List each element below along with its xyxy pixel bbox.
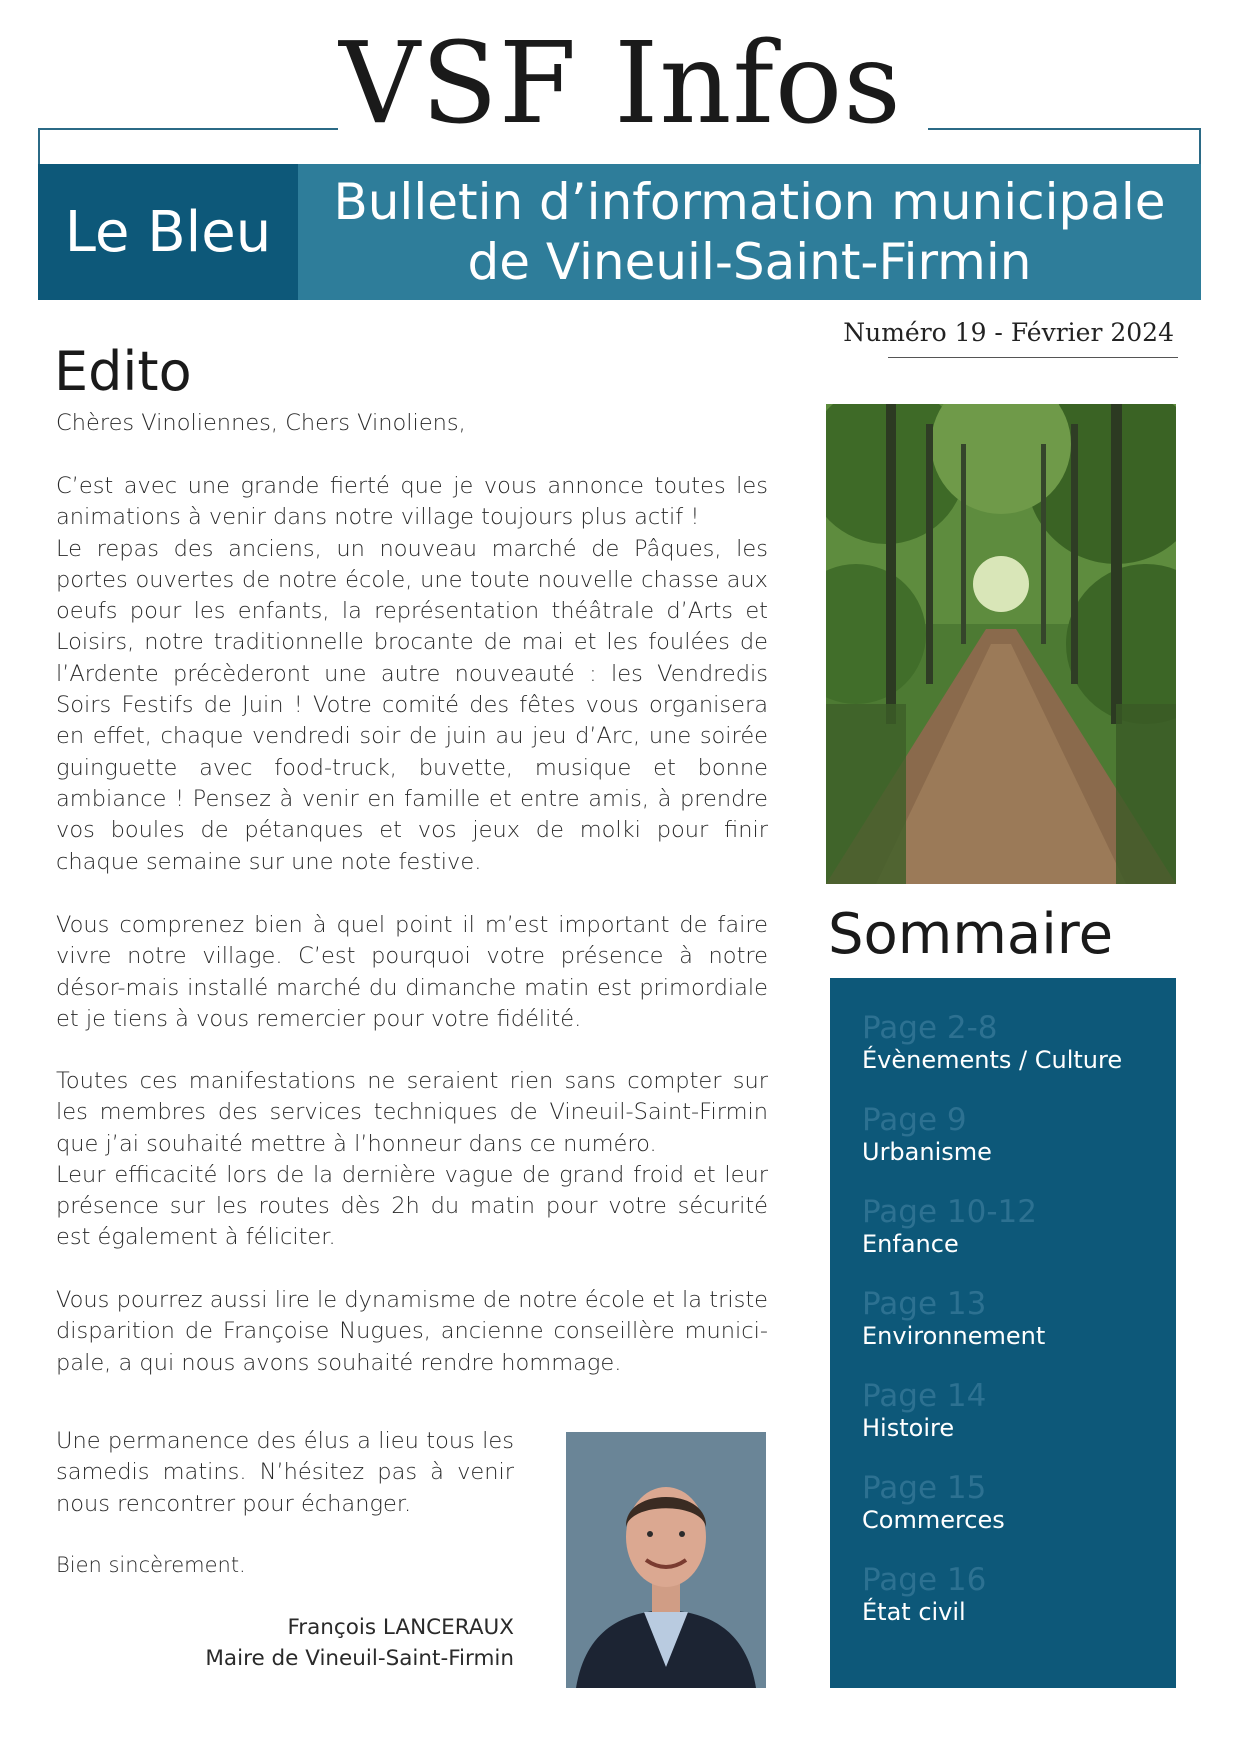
sommaire-item (862, 1286, 1162, 1350)
sommaire-label: Environnement (862, 1322, 1046, 1350)
banner-subtitle (298, 164, 1201, 300)
sommaire-page: Page 2-8 (862, 1010, 998, 1046)
sommaire-label: État civil (862, 1598, 966, 1626)
sommaire-item (862, 1194, 1162, 1258)
edito-paragraph-5 (56, 1426, 514, 1520)
sommaire-item (862, 1562, 1162, 1626)
issue-number: Numéro 19 - Février 2024 (843, 318, 1174, 347)
newsletter-title: VSF Infos (339, 19, 902, 149)
sommaire-label: Urbanisme (862, 1138, 992, 1166)
sommaire-label: Évènements / Culture (862, 1046, 1123, 1074)
subtitle-line-2: de Vineuil-Saint-Firmin (467, 233, 1032, 291)
sommaire-item (862, 1010, 1162, 1074)
portrait-illustration (566, 1432, 766, 1688)
title-rule-right (928, 128, 1201, 130)
subtitle-line-1: Bulletin d’information municipale (333, 173, 1166, 231)
sommaire-page: Page 9 (862, 1102, 967, 1138)
sommaire-label: Commerces (862, 1506, 1005, 1534)
closing-text: Bien sincèrement. (56, 1553, 246, 1577)
sommaire-heading: Sommaire (828, 902, 1114, 967)
greeting-text: Chères Vinoliennes, Chers Vinoliens, (56, 410, 466, 436)
paragraph-3b: Leur efficacité lors de la dernière vague de grand froid et leur présence sur les routes dès 2h du matin pour votre sécurité est également à féliciter. (56, 1161, 768, 1251)
signature-name: François LANCERAUX (287, 1615, 514, 1640)
sommaire-page: Page 15 (862, 1470, 987, 1506)
edito-heading: Edito (54, 340, 192, 403)
edito-paragraph-1 (56, 471, 768, 878)
signature-role: Maire de Vineuil-Saint-Firmin (205, 1646, 514, 1671)
frame-left (38, 128, 40, 164)
sommaire-item (862, 1378, 1162, 1442)
forest-path-photo (826, 404, 1176, 884)
paragraph-1a: C’est avec une grande fierté que je vous annonce toutes les animations à venir dans notre village toujours plus actif ! (56, 473, 768, 531)
banner-badge: Le Bleu (38, 164, 298, 300)
edito-paragraph-3 (56, 1066, 768, 1254)
sommaire-page: Page 16 (862, 1562, 987, 1598)
edito-closing (56, 1550, 514, 1581)
edito-paragraph-2 (56, 910, 768, 1035)
issue-rule (888, 357, 1178, 358)
forest-illustration (826, 404, 1176, 884)
edito-paragraph-4 (56, 1285, 768, 1379)
sommaire-item (862, 1470, 1162, 1534)
frame-right (1199, 128, 1201, 164)
sommaire-page: Page 14 (862, 1378, 987, 1414)
paragraph-4: Vous pourrez aussi lire le dynamisme de notre école et la triste disparition de Françoise Nugues, ancienne conseillère munici-pale, a qui nous avons souhaité rendre hommage. (56, 1287, 768, 1376)
title-rule-left (38, 128, 338, 130)
sommaire-label: Enfance (862, 1230, 959, 1258)
edito-greeting (56, 408, 768, 439)
sommaire-page: Page 10-12 (862, 1194, 1037, 1230)
sommaire-item (862, 1102, 1162, 1166)
paragraph-1b: Le repas des anciens, un nouveau marché de Pâques, les portes ouvertes de notre école, une toute nouvelle chasse aux oeufs pour les enfants, la représentation théâtrale d’Arts et Loisirs, notre traditionnelle brocante de mai et les foulées de l’Ardente précèderont une autre nouveauté : les Vendredis Soirs Festifs de Juin ! Votre comité des fêtes vous organisera en effet, chaque vendredi soir de juin au jeu d’Arc, une soirée guinguette avec food-truck, buvette, musique et bonne ambiance ! Pensez à venir en famille et entre amis, à prendre vos boules de pétanques et vos jeux de molki pour finir chaque semaine sur une note festive. (56, 535, 768, 875)
mayor-portrait (566, 1432, 766, 1688)
sommaire-label: Histoire (862, 1414, 955, 1442)
paragraph-3a: Toutes ces manifestations ne seraient rien sans compter sur les membres des services techniques de Vineuil-Saint-Firmin que j’ai souhaité mettre à l’honneur dans ce numéro. (56, 1068, 768, 1157)
sommaire-page: Page 13 (862, 1286, 987, 1322)
paragraph-2: Vous comprenez bien à quel point il m’est important de faire vivre notre village. C’est pourquoi votre présence à notre désor-mais installé marché du dimanche matin est primordiale et je tiens à vous remercier pour votre fidélité. (56, 912, 768, 1032)
paragraph-5: Une permanence des élus a lieu tous les samedis matins. N’hésitez pas à venir nous rencontrer pour échanger. (56, 1428, 514, 1517)
